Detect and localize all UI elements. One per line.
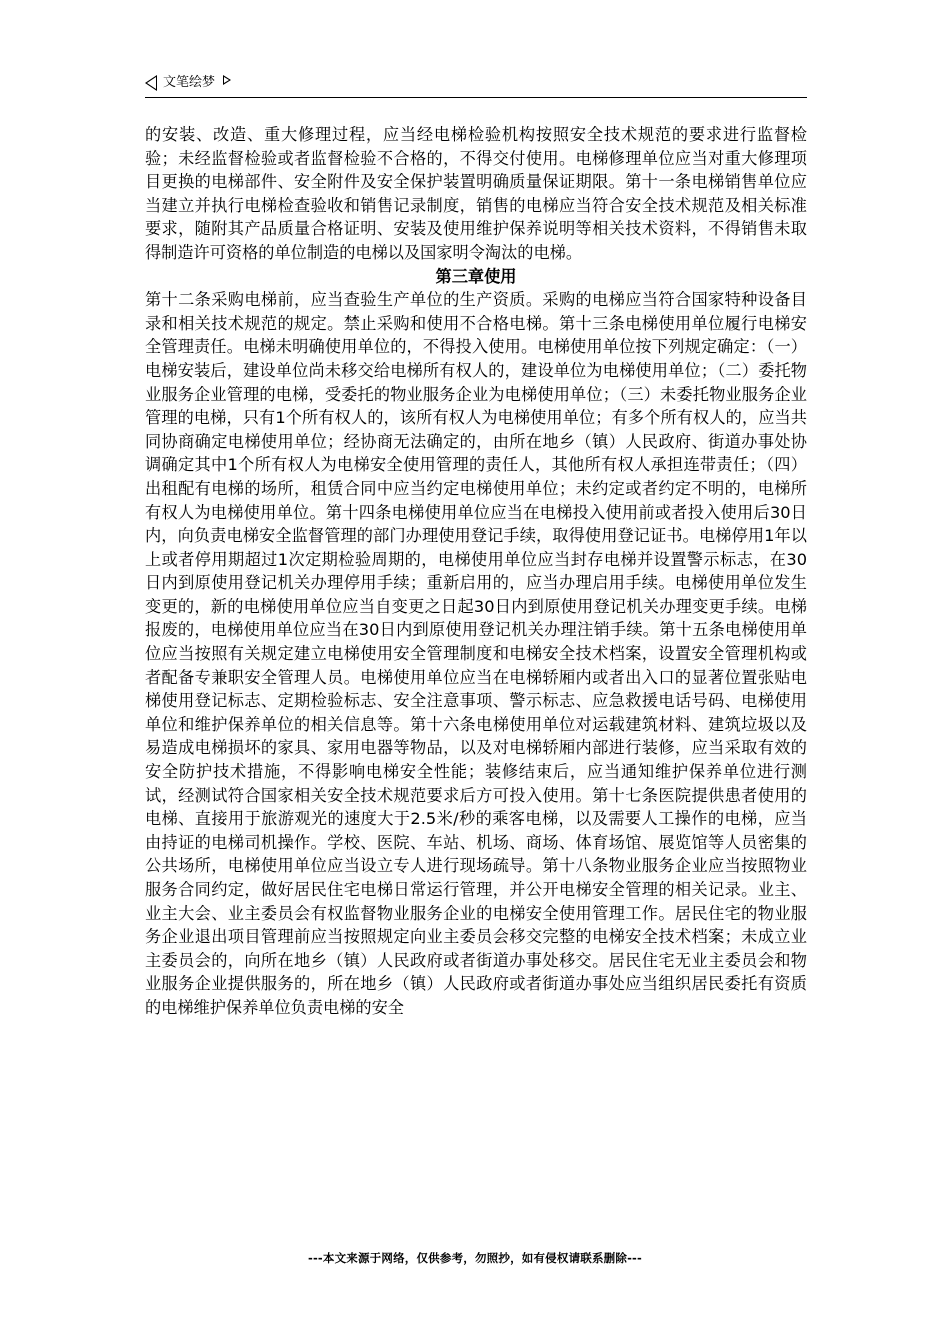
chapter-title: 第三章使用 xyxy=(435,266,517,286)
paragraph-1: 的安装、改造、重大修理过程，应当经电梯检验机构按照安全技术规范的要求进行监督检验；未经监督检验或者监督检验不合格的，不得交付使用。电梯修理单位应当对重大修理项目更换的电梯部件、安全附件及安全保护装置明确质量保证期限。第十一条电梯销售单位应当建立并执行电梯检查验收和销售记录制度，销售的电梯应当符合安全技术规范及相关标准要求，随附其产品质量合格证明、安装及使用维护保养说明等相关技术资料，不得销售未取得制造许可资格的单位制造的电梯以及国家明令淘汰的电梯。 xyxy=(145,125,807,262)
triangle-left-icon xyxy=(145,75,157,91)
footer-notice: ---本文来源于网络，仅供参考，勿照抄，如有侵权请联系删除--- xyxy=(307,1251,643,1265)
paragraph-2: 第十二条采购电梯前，应当查验生产单位的生产资质。采购的电梯应当符合国家特种设备目录和相关技术规范的规定。禁止采购和使用不合格电梯。第十三条电梯使用单位履行电梯安全管理责任。电梯未明确使用单位的，不得投入使用。电梯使用单位按下列规定确定：（一）电梯安装后，建设单位尚未移交给电梯所有权人的，建设单位为电梯使用单位；（二）委托物业服务企业管理的电梯，受委托的物业服务企业为电梯使用单位；（三）未委托物业服务企业管理的电梯，只有1个所有权人的，该所有权人为电梯使用单位；有多个所有权人的，应当共同协商确定电梯使用单位；经协商无法确定的，由所在地乡（镇）人民政府、街道办事处协调确定其中1个所有权人为电梯安全使用管理的责任人，其他所有权人承担连带责任；（四）出租配有电梯的场所，租赁合同中应当约定电梯使用单位；未约定或者约定不明的，电梯所有权人为电梯使用单位。第十四条电梯使用单位应当在电梯投入使用前或者投入使用后30日内，向负责电梯安全监督管理的部门办理使用登记手续，取得使用登记证书。电梯停用1年以上或者停用期超过1次定期检验周期的，电梯使用单位应当封存电梯并设置警示标志，在30日内到原使用登记机关办理停用手续；重新启用的，应当办理启用手续。电梯使用单位发生变更的，新的电梯使用单位应当自变更之日起30日内到原使用登记机关办理变更手续。电梯报废的，电梯使用单位应当在30日内到原使用登记机关办理注销手续。第十五条电梯使用单位应当按照有关规定建立电梯使用安全管理制度和电梯安全技术档案，设置安全管理机构或者配备专兼职安全管理人员。电梯使用单位应当在电梯轿厢内或者出入口的显著位置张贴电梯使用登记标志、定期检验标志、安全注意事项、警示标志、应急救援电话号码、电梯使用单位和维护保养单位的相关信息等。第十六条电梯使用单位对运载建筑材料、建筑垃圾以及易造成电梯损坏的家具、家用电器等物品，以及对电梯轿厢内部进行装修，应当采取有效的安全防护技术措施，不得影响电梯安全性能；装修结束后，应当通知维护保养单位进行测试，经测试符合国家相关安全技术规范要求后方可投入使用。第十七条医院提供患者使用的电梯、直接用于旅游观光的速度大于2.5米/秒的乘客电梯，以及需要人工操作的电梯，应当由持证的电梯司机操作。学校、医院、车站、机场、商场、体育场馆、展览馆等人员密集的公共场所，电梯使用单位应当设立专人进行现场疏导。第十八条物业服务企业应当按照物业服务合同约定，做好居民住宅电梯日常运行管理，并公开电梯安全管理的相关记录。业主、业主大会、业主委员会有权监督物业服务企业的电梯安全使用管理工作。居民住宅的物业服务企业退出项目管理前应当按照规定向业主委员会移交完整的电梯安全技术档案；未成立业主委员会的，向所在地乡（镇）人民政府或者街道办事处移交。居民住宅无业主委员会和物业服务企业提供服务的，所在地乡（镇）人民政府或者街道办事处应当组织居民委托有资质的电梯维护保养单位负责电梯的安全 xyxy=(145,290,807,1017)
page-header xyxy=(145,74,807,98)
header-brand: 文笔绘梦 xyxy=(163,75,216,90)
triangle-right-icon xyxy=(223,75,231,85)
document-body xyxy=(145,123,807,1020)
header-brand-group xyxy=(145,74,231,92)
